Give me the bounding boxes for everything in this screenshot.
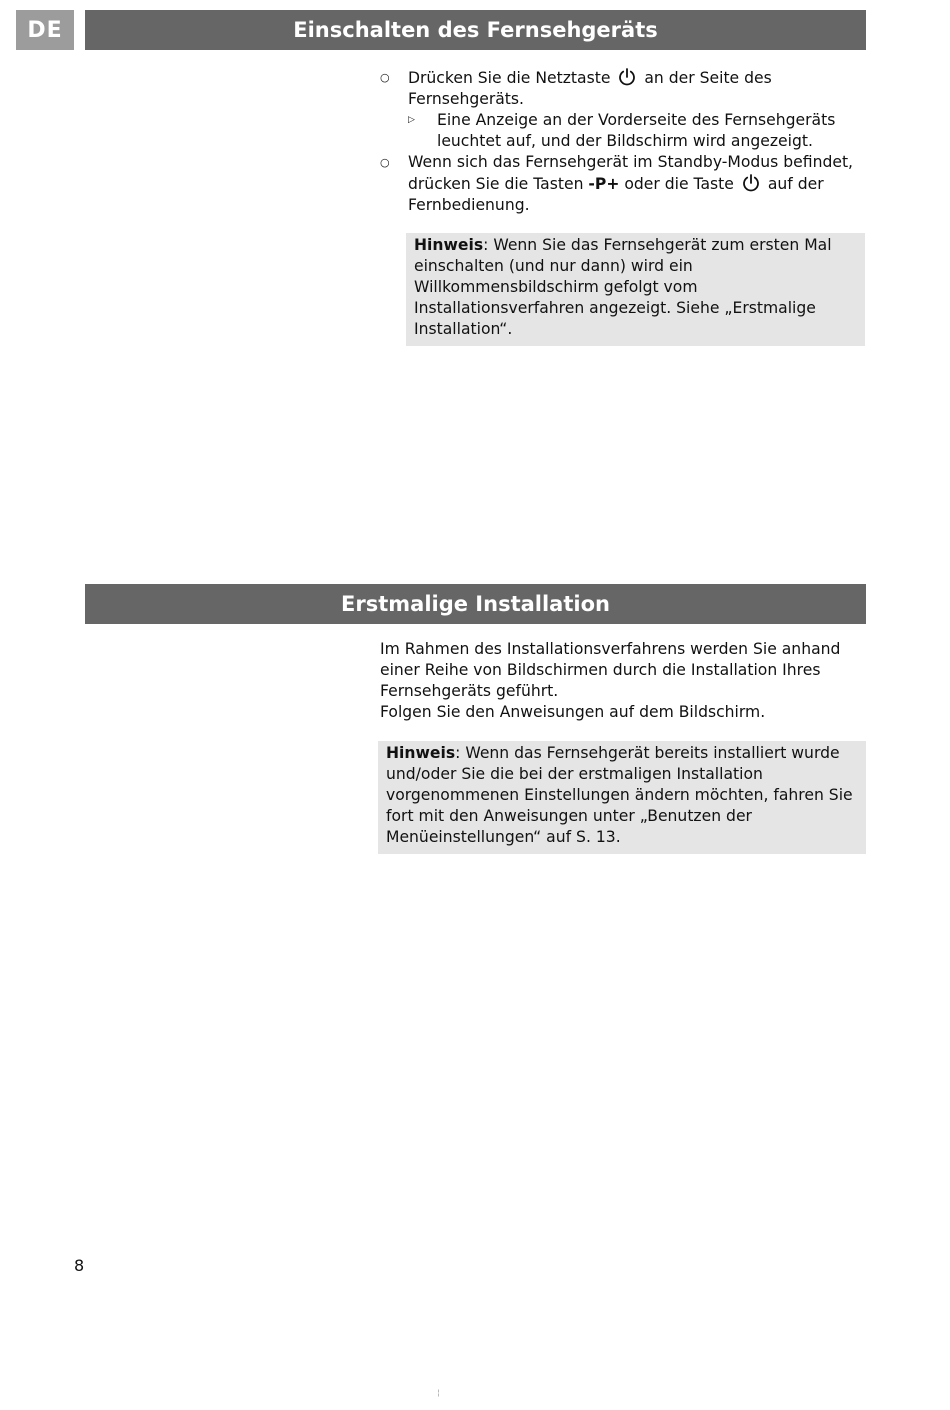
section-title-einschalten: Einschalten des Fernsehgeräts — [85, 10, 866, 50]
item2-post: auf der Fernbedienung. — [408, 175, 824, 214]
note-text: : Wenn das Fernsehgerät bereits installiert wurde und/oder Sie die bei der erstmaligen Installation vorgenommenen Einstellungen ändern möchten, fahren Sie fort mit den Anweisungen unter — [386, 744, 853, 825]
item2-mid: oder die Taste — [624, 175, 734, 193]
item1-sub: Eine Anzeige an der Vorderseite des Fernsehgeräts leuchtet auf, und der Bildschirm wird angezeigt. — [437, 111, 836, 150]
note-text: : Wenn Sie das Fernsehgerät zum ersten Mal einschalten (und nur dann) wird ein Willkommensbildschirm gefolgt vom Installationsverfahren angezeigt. Siehe — [414, 236, 832, 317]
item2-pre: Wenn sich das Fernsehgerät im Standby-Modus befindet, drücken Sie die Tasten — [408, 153, 854, 193]
item1-post: an der Seite des Fernsehgeräts. — [408, 69, 772, 108]
power-icon — [741, 173, 761, 193]
note-box — [378, 741, 866, 854]
list-subitem — [380, 110, 860, 152]
paragraph: Im Rahmen des Installationsverfahrens werden Sie anhand einer Reihe von Bildschirmen durch die Installation Ihres Fernsehgeräts geführt. — [380, 640, 841, 700]
power-icon — [617, 67, 637, 87]
note-end: auf S. 13. — [541, 828, 621, 846]
page-number: 8 — [74, 1256, 85, 1275]
circle-bullet-icon: ○ — [380, 71, 390, 84]
note-end: . — [507, 320, 513, 338]
note-label: Hinweis — [414, 236, 484, 254]
triangle-arrow-icon: ▷ — [408, 115, 415, 125]
item1-pre: Drücken Sie die Netztaste — [408, 69, 611, 87]
key-label-p: -P+ — [588, 175, 620, 193]
section-einschalten-content — [380, 67, 860, 346]
note-reference: „Benutzen der Menüeinstellungen“ — [386, 807, 752, 846]
circle-bullet-icon: ○ — [380, 156, 390, 169]
note-box — [406, 233, 865, 346]
language-tab: DE — [16, 10, 74, 50]
paragraph: Folgen Sie den Anweisungen auf dem Bildschirm. — [380, 703, 766, 721]
note-reference: „Erstmalige Installation“ — [414, 299, 816, 338]
list-item — [380, 67, 860, 110]
list-item — [380, 152, 860, 216]
section-installation-content — [380, 639, 862, 854]
print-mark: ¦ — [437, 1388, 440, 1397]
section-title-installation: Erstmalige Installation — [85, 584, 866, 624]
note-label: Hinweis — [386, 744, 456, 762]
